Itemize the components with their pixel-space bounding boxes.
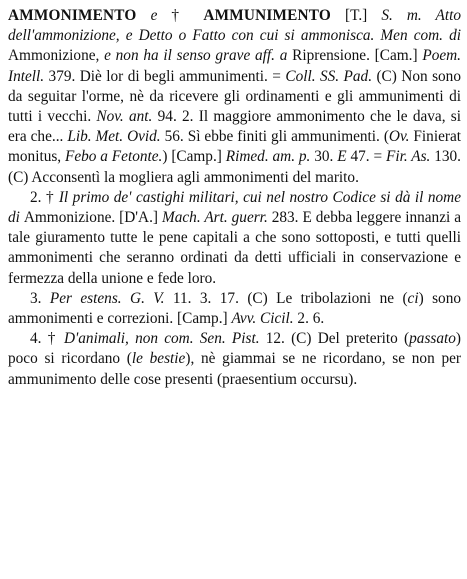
sense-2-definition: Il primo de' castighi militari, cui nel nostro Codice si dà il nome di [8, 188, 461, 227]
quote-1: 379. Diè lor di begli ammunimenti. = [44, 67, 286, 85]
tag-t: [T.] [331, 7, 382, 24]
source-2: Coll. SS. Pad. [285, 67, 373, 85]
sense-2-dagger: † [45, 188, 59, 206]
sense-3-source: G. V. [121, 289, 165, 307]
conjunction: e [136, 7, 172, 24]
ovid-abbrev: Ov. [388, 128, 410, 146]
quote-2: Non sono da seguitar l'orme, nè da ricevere gli ordinamenti e gli ammunimenti di tutti i vecchi. [8, 67, 461, 126]
quote-3: 94. 2. Il maggiore ammonimento che le dava, si era che... [8, 108, 461, 146]
grammar-label: S. m. [381, 7, 422, 24]
sense-4-quote: 12. (C) Del preterito ( [259, 330, 410, 348]
quote-6: 130. (C) Acconsentì la mogliera agli ammonimenti del marito. [8, 148, 461, 186]
c-mark-1: (C) [372, 67, 402, 85]
sense-2 [8, 188, 461, 289]
sense-3-definition: Per estens. [49, 289, 122, 307]
definition-1: Atto dell'ammonizione, e Detto o Fatto con cui si ammonisca. Men com. di [8, 7, 461, 45]
sense-3-source-2: Avv. Cicil. [231, 310, 294, 328]
source-3: Nov. ant. [96, 108, 153, 126]
sense-2-source: Mach. Art. guerr. [161, 209, 268, 227]
dagger-mark: † [171, 7, 204, 24]
sense-3-number: 3. [30, 289, 50, 307]
sense-4-dagger: † [47, 330, 64, 348]
entry-ammonimento [8, 6, 461, 188]
sense-2-quote: 283. E debba leggere innanzi a tale giuramento tutte le pene capitali a che sono sottoposti, e tutti quelli ammonimenti che seranno ordinati da detti ufficiali in conservazione e fermezza della unione e fede loro. [8, 209, 461, 287]
source-1: Poem. Intell. [8, 47, 461, 85]
febo-ref: Febo a Fetonte. [65, 148, 163, 166]
sense-2-word: Ammonizione. [D'A.] [23, 209, 162, 227]
source-4: Lib. Met. Ovid. [67, 128, 161, 146]
definition-1b: , e non ha il senso grave aff. a [95, 47, 293, 65]
sense-4-rest: ), nè giammai se ne ricordano, se non per ammunimento delle cose presenti (praesentium occursu). [8, 350, 461, 388]
sense-4-passato: passato [409, 330, 456, 348]
source-5b-num: 47. = [346, 148, 386, 166]
sense-4-bestie: le bestie [131, 350, 186, 368]
sense-4-definition: D'animali, non com. Sen. Pist. [63, 330, 260, 348]
definition-1-word: Ammonizione [8, 47, 96, 65]
source-6: Fir. As. [385, 148, 431, 166]
quote-4: 56. Sì ebbe finiti gli ammunimenti. ( [160, 128, 389, 146]
source-5-num: 30. [310, 148, 338, 166]
sense-3 [8, 289, 461, 329]
definition-1c: Riprensione. [Cam.] [292, 47, 423, 65]
sense-3-rest: ) sono ammonimenti e correzioni. [Camp.] [8, 289, 461, 328]
headword: AMMONIMENTO [8, 7, 137, 24]
sense-2-number: 2. [30, 188, 46, 206]
source-5: Rimed. am. p. [225, 148, 311, 166]
sense-3-ci: ci [407, 289, 419, 307]
sense-4-number: 4. [30, 330, 48, 348]
headword-variant: AMMUNIMENTO [203, 7, 332, 24]
sense-3-quote: 11. 3. 17. (C) Le tribolazioni ne ( [164, 289, 408, 307]
sense-3-source-2-num: 2. 6. [293, 310, 325, 328]
latin-quote: Finierat monitus, [8, 128, 461, 166]
camp-tag: ) [Camp.] [162, 148, 226, 166]
source-5b: E [337, 148, 347, 166]
sense-4-mid: ) poco si ricordano ( [8, 330, 461, 368]
sense-4 [8, 329, 461, 390]
